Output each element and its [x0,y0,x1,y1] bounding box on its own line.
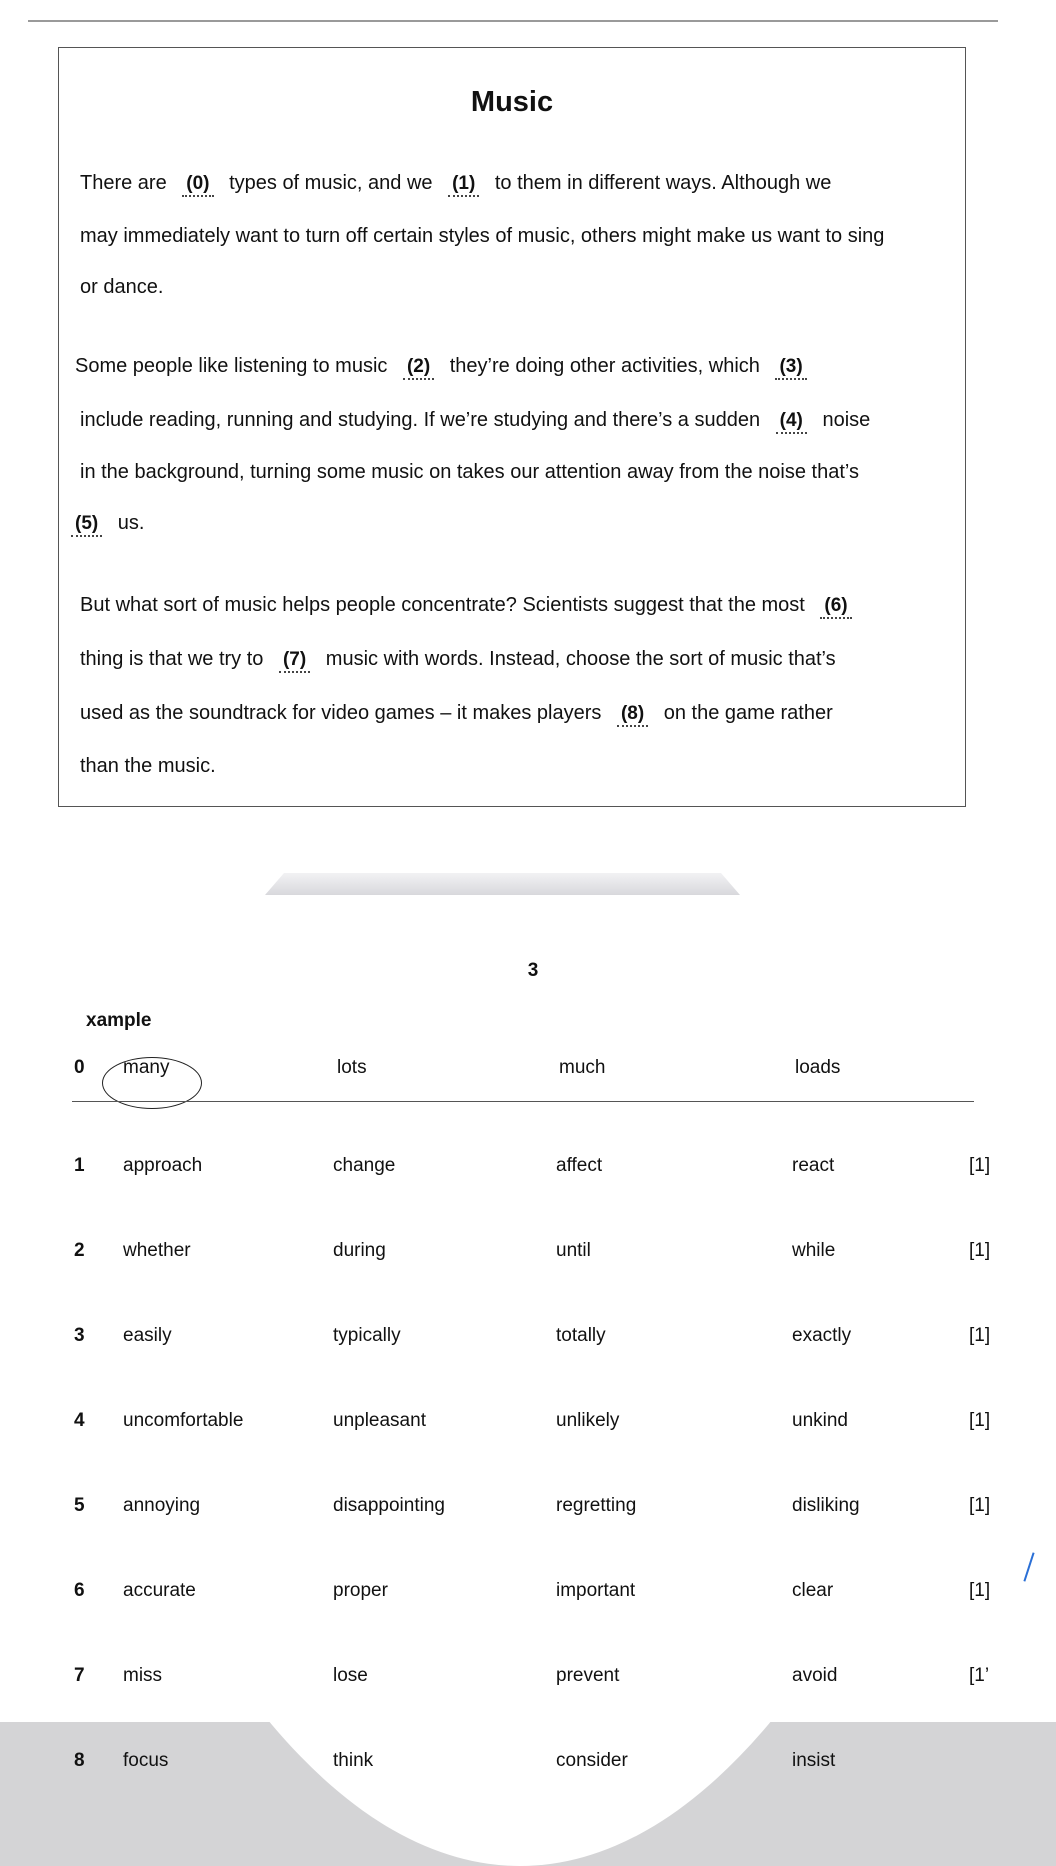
option-d[interactable]: while [792,1240,836,1261]
question-row-5 [0,1495,1056,1525]
gap-2: (2) [403,356,434,380]
option-d[interactable]: react [792,1155,835,1176]
option-c[interactable]: until [556,1240,591,1261]
option-d[interactable]: exactly [792,1325,852,1346]
option-d: loads [795,1057,841,1078]
passage-line: may immediately want to turn off certain styles of music, others might make us want to sing [80,225,885,247]
passage-text: us. [117,512,145,534]
option-b: lots [337,1057,367,1078]
option-c[interactable]: prevent [556,1665,620,1686]
gap-4: (4) [776,410,807,434]
passage-text: But what sort of music helps people concentrate? Scientists suggest that the most [80,594,805,616]
mark: [1] [969,1410,991,1431]
question-number: 4 [74,1410,85,1431]
question-number: 6 [74,1580,85,1601]
option-a[interactable]: miss [123,1665,163,1686]
option-b[interactable]: think [333,1750,374,1771]
question-number: 0 [74,1057,85,1078]
option-b[interactable]: change [333,1155,396,1176]
gap-6: (6) [820,595,851,619]
gap-8: (8) [617,703,648,727]
option-a: many [123,1057,170,1078]
question-number: 8 [74,1750,85,1771]
passage-text: include reading, running and studying. If we’re studying and there’s a sudden [80,409,761,431]
passage-line [71,512,144,537]
passage-text: music with words. Instead, choose the sort of music that’s [325,648,836,670]
question-row-1 [0,1155,1056,1185]
page-curl-edge [1023,1552,1034,1581]
option-a[interactable]: annoying [123,1495,201,1516]
question-number: 7 [74,1665,85,1686]
option-d[interactable]: clear [792,1580,834,1601]
option-d[interactable]: insist [792,1750,836,1771]
gap-0: (0) [182,173,213,197]
question-row-6 [0,1580,1056,1610]
passage-line [80,594,862,619]
passage-line: than the music. [80,755,216,777]
passage-text: There are [80,172,167,194]
option-b[interactable]: unpleasant [333,1410,426,1431]
question-row-7 [0,1665,1056,1695]
example-row [0,1057,1056,1087]
passage-text: to them in different ways. Although we [494,172,832,194]
passage-text: Some people like listening to music [75,355,388,377]
option-c: much [559,1057,606,1078]
option-d[interactable]: disliking [792,1495,860,1516]
question-row-8 [0,1750,1056,1780]
question-number: 3 [74,1325,85,1346]
gap-5: (5) [71,513,102,537]
passage-text: used as the soundtrack for video games – it makes players [80,702,602,724]
page-number: 3 [527,960,539,981]
passage-line [80,702,833,727]
mark: [1] [969,1240,991,1261]
option-c[interactable]: unlikely [556,1410,620,1431]
mark: [1] [969,1495,991,1516]
passage-line: in the background, turning some music on takes our attention away from the noise that’s [80,461,859,483]
question-number: 5 [74,1495,85,1516]
passage-text: they’re doing other activities, which [449,355,760,377]
example-label: xample [86,1010,152,1031]
passage-box [58,47,966,807]
passage-text: noise [822,409,871,431]
option-a[interactable]: focus [123,1750,169,1771]
passage-line: or dance. [80,276,164,298]
passage-line [80,648,836,673]
gap-7: (7) [279,649,310,673]
question-number: 1 [74,1155,85,1176]
option-b[interactable]: lose [333,1665,368,1686]
option-a[interactable]: uncomfortable [123,1410,244,1431]
question-row-3 [0,1325,1056,1355]
mark: [1] [969,1155,991,1176]
option-b[interactable]: disappointing [333,1495,445,1516]
option-c[interactable]: totally [556,1325,606,1346]
gap-3: (3) [775,356,806,380]
passage-title: Music [470,86,554,118]
passage-text: types of music, and we [229,172,433,194]
passage-line [80,409,870,434]
option-c[interactable]: important [556,1580,636,1601]
mark: [1’ [969,1665,990,1686]
passage-line [80,172,831,197]
top-divider [28,20,998,22]
page-fold-shadow [265,873,740,895]
option-a[interactable]: accurate [123,1580,196,1601]
question-row-2 [0,1240,1056,1270]
mark: [1] [969,1580,991,1601]
option-c[interactable]: affect [556,1155,603,1176]
option-a[interactable]: easily [123,1325,172,1346]
option-a[interactable]: whether [123,1240,191,1261]
question-number: 2 [74,1240,85,1261]
option-c[interactable]: regretting [556,1495,637,1516]
gap-1: (1) [448,173,479,197]
option-c[interactable]: consider [556,1750,628,1771]
mark: [1] [969,1325,991,1346]
option-b[interactable]: typically [333,1325,401,1346]
option-b[interactable]: during [333,1240,386,1261]
passage-line [75,355,817,380]
option-d[interactable]: avoid [792,1665,838,1686]
option-a[interactable]: approach [123,1155,203,1176]
passage-text: thing is that we try to [80,648,264,670]
passage-text: on the game rather [663,702,833,724]
example-divider [72,1101,974,1102]
option-b[interactable]: proper [333,1580,388,1601]
option-d[interactable]: unkind [792,1410,848,1431]
question-row-4 [0,1410,1056,1440]
